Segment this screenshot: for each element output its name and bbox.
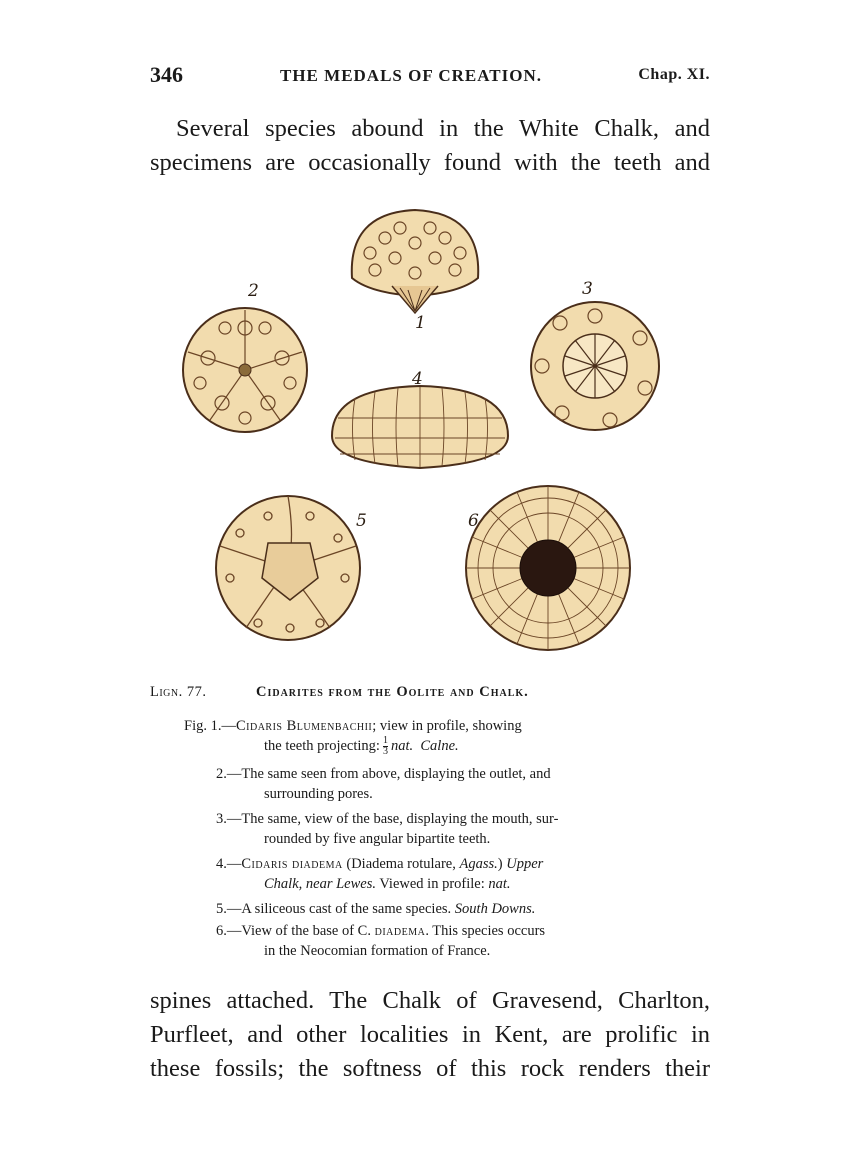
lign-number: Lign. 77. [150, 684, 207, 700]
caption-text: The same, view of the base, displaying the mouth, sur- [241, 811, 559, 827]
caption-label: 6.— [216, 923, 242, 939]
caption-label: Fig. 1.— [184, 718, 236, 734]
caption-label: 5.— [216, 901, 242, 917]
fossil-3-base-view [531, 302, 659, 430]
caption-label: 3.— [216, 811, 242, 827]
caption-fig-3 [216, 809, 696, 849]
caption-fig-1 [184, 716, 664, 757]
figure-number: 4 [412, 369, 423, 389]
bottom-paragraph [150, 984, 710, 1086]
paragraph-line: specimens are occasionally found with the teeth and [150, 149, 710, 176]
figure-number: 6 [468, 511, 479, 531]
fossil-1-profile [352, 210, 478, 313]
caption-label: 2.— [216, 766, 242, 782]
running-title: THE MEDALS OF CREATION. [280, 66, 542, 85]
figure-number: 2 [248, 281, 259, 301]
locality: South Downs. [454, 901, 536, 917]
chapter-label: Chap. XI. [638, 66, 710, 83]
caption-title-text: Cidarites from the Oolite and Chalk. [256, 684, 529, 700]
caption-text: Viewed in profile: [375, 876, 489, 892]
caption-text: rounded by five angular bipartite teeth. [264, 831, 491, 847]
caption-text: ; view in profile, showing [372, 718, 522, 734]
caption-fig-4 [216, 854, 696, 894]
top-paragraph [150, 112, 710, 180]
author: Agass. [459, 856, 498, 872]
caption-text: . This species occurs [425, 923, 546, 939]
caption-text: the teeth projecting: [264, 738, 380, 754]
paragraph-line: Purfleet, and other localities in Kent, are prolific in [150, 1021, 710, 1048]
caption-text: A siliceous cast of the same species. [241, 901, 455, 917]
caption-fig-6 [216, 921, 696, 961]
fossil-6-base [466, 486, 630, 650]
species-name: Cidaris Blumenbachii [235, 718, 373, 734]
figure-number: 3 [582, 279, 593, 299]
fossil-4-profile [332, 386, 508, 468]
fossil-5-cast [216, 496, 360, 640]
page-number: 346 [150, 62, 183, 87]
caption-text: in the Neocomian formation of France. [264, 943, 491, 959]
locality: Chalk, near Lewes. [264, 876, 376, 892]
caption-fig-5 [216, 899, 696, 919]
fossil-2-top-view [183, 308, 307, 432]
fraction: $\frac{1}{3}$ [382, 735, 388, 758]
scale-note: nat. [390, 738, 414, 754]
figure-caption-title [150, 684, 710, 701]
species-name: diadema [374, 923, 426, 939]
figure-number: 5 [356, 511, 367, 531]
scale-note: nat. [488, 876, 511, 892]
page-header [150, 62, 710, 92]
caption-fig-2 [216, 764, 696, 804]
figure-number: 1 [415, 313, 426, 333]
caption-text: View of the base of C. [241, 923, 375, 939]
caption-text: (Diadema rotulare, [342, 856, 460, 872]
paragraph-line: these fossils; the softness of this rock renders their [150, 1055, 710, 1082]
caption-text: ) [497, 856, 507, 872]
echinoid-figure [170, 198, 690, 668]
caption-text: surrounding pores. [264, 786, 373, 802]
caption-label: 4.— [216, 856, 242, 872]
paragraph-line: spines attached. The Chalk of Gravesend, Charlton, [150, 987, 710, 1014]
paragraph-line: Several species abound in the White Chalk, and [176, 115, 710, 142]
caption-text: The same seen from above, displaying the outlet, and [241, 766, 551, 782]
locality: Calne. [420, 738, 459, 754]
species-name: Cidaris diadema [241, 856, 343, 872]
stratum: Upper [506, 856, 544, 872]
